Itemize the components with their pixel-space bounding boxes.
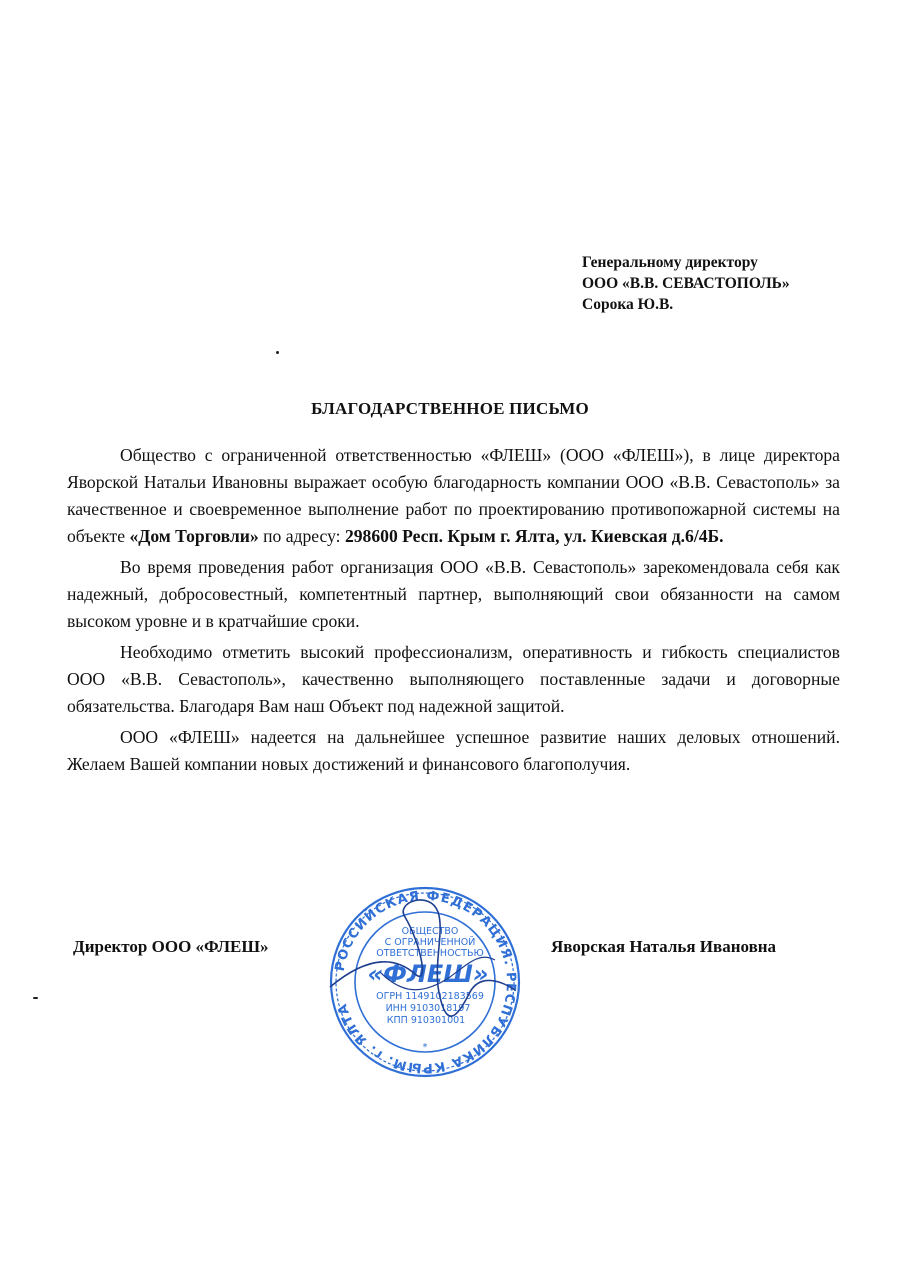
stamp-ring-text: РОССИЙСКАЯ ФЕДЕРАЦИЯ. РЕСПУБЛИКА КРЫМ. г. ЯЛТА <box>332 888 519 1076</box>
addressee-company: ООО «В.В. СЕВАСТОПОЛЬ» <box>582 275 790 292</box>
stamp-center: «ФЛЕШ» <box>367 960 489 988</box>
paragraph-3: Необходимо отметить высокий профессионализм, оперативность и гибкость специалистов ООО «В.В. Севастополь», качественно выполняющего поставленные задачи и договорные обязательства. Благодаря Вам наш Объект под надежной защитой. <box>67 642 840 716</box>
paragraph-1-text-b: по адресу: <box>258 526 345 546</box>
signatory-position: Директор ООО «ФЛЕШ» <box>73 937 269 956</box>
stamp-line-3: ОТВЕТСТВЕННОСТЬЮ <box>376 948 484 959</box>
stamp-kpp: КПП 910301001 <box>386 1015 466 1026</box>
paragraph-4: ООО «ФЛЕШ» надеется на дальнейшее успешное развитие наших деловых отношений. Желаем Вашей компании новых достижений и финансового благополучия. <box>67 727 840 774</box>
paragraph-2: Во время проведения работ организация ООО «В.В. Севастополь» зарекомендовала себя как надежный, добросовестный, компетентный партнер, выполняющий свои обязанности на самом высоком уровне и в кратчайшие сроки. <box>67 557 840 631</box>
paragraph-1-text: Общество с ограниченной ответственностью «ФЛЕШ» (ООО «ФЛЕШ»), в лице директора Яворской Натальи Ивановны выражает особую благодарность компании ООО «В.В. Севастополь» за качественное и своевременное выполнение работ по проектированию противопожарной системы на объекте <box>67 445 840 546</box>
object-name: «Дом Торговли» <box>129 526 259 546</box>
addressee-name: Сорока Ю.В. <box>582 296 674 313</box>
stamp-inn: ИНН 9103018197 <box>385 1003 471 1014</box>
letter-body <box>67 442 840 782</box>
scan-speck <box>33 997 38 999</box>
stamp-star: * <box>422 1042 428 1053</box>
paragraph-1 <box>67 442 840 550</box>
addressee-position: Генеральному директору <box>582 254 758 271</box>
stamp-ogrn: ОГРН 1149102183569 <box>376 991 484 1002</box>
stamp-line-1: ОБЩЕСТВО <box>401 926 459 937</box>
object-address: 298600 Респ. Крым г. Ялта, ул. Киевская д.6/4Б. <box>344 526 724 546</box>
letter-title: БЛАГОДАРСТВЕННОЕ ПИСЬМО <box>311 399 589 418</box>
stamp-line-2: С ОГРАНИЧЕННОЙ <box>384 937 476 948</box>
scan-speck <box>276 351 279 354</box>
addressee-block <box>582 252 882 315</box>
signatory-name: Яворская Наталья Ивановна <box>551 937 777 956</box>
company-stamp <box>320 882 530 1082</box>
